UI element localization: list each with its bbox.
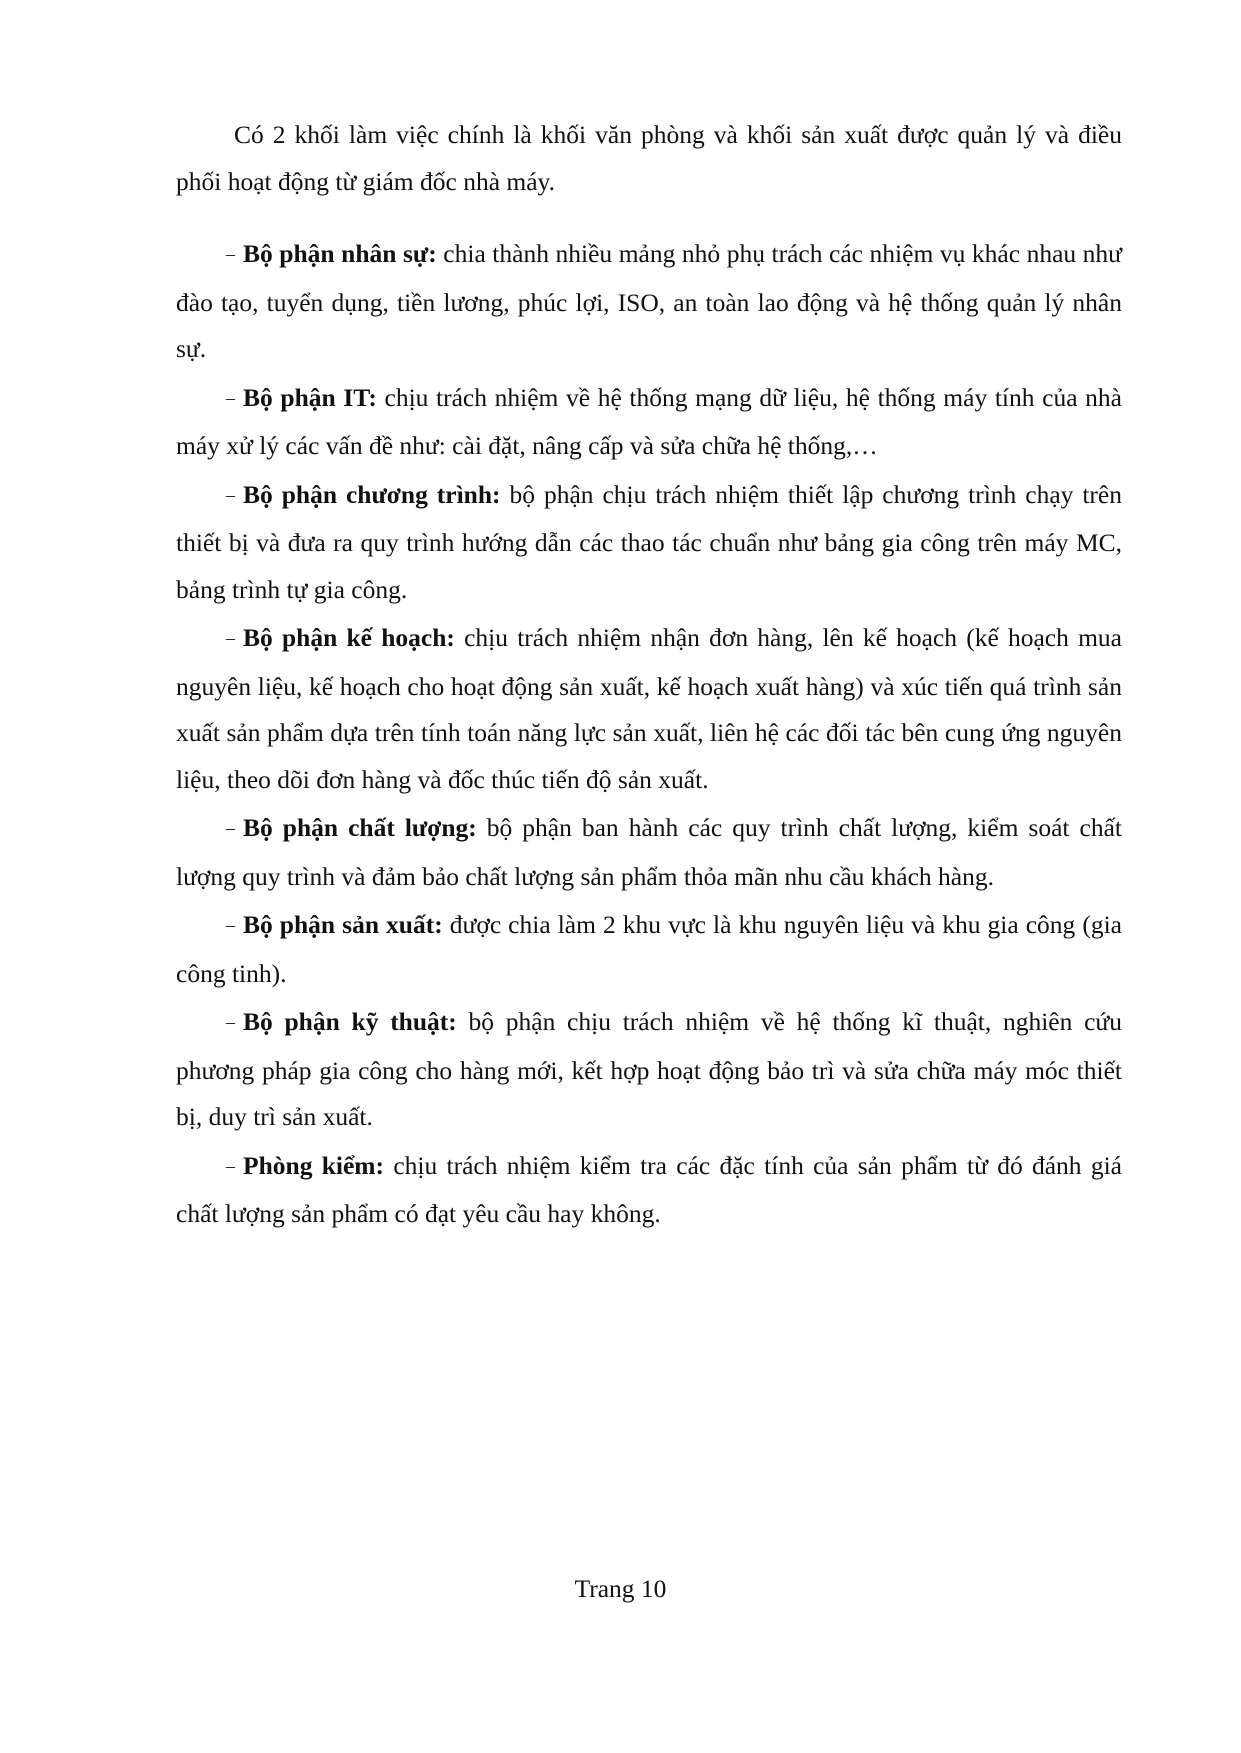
page-number: Trang 10 xyxy=(574,1574,667,1603)
dash-marker: – xyxy=(226,1012,235,1032)
dash-marker: – xyxy=(226,484,235,505)
item-term: Bộ phận IT: xyxy=(243,382,377,412)
item-term: Bộ phận kế hoạch: xyxy=(243,623,455,652)
dash-marker: – xyxy=(226,818,235,838)
item-text: bộ phận ban hành các quy trình chất lượng, kiểm soát chất lượng quy trình và đảm bảo chất lượng sản phẩm thỏa mãn nhu cầu khách hàng. xyxy=(176,813,1122,891)
list-item xyxy=(176,902,1122,997)
item-text: chịu trách nhiệm về hệ thống mạng dữ liệu, hệ thống máy tính của nhà máy xử lý các vấn đề như: cài đặt, nâng cấp và sửa chữa hệ thống,… xyxy=(176,382,1122,460)
item-term: Bộ phận chương trình: xyxy=(243,479,501,509)
item-text: được chia làm 2 khu vực là khu nguyên liệu và khu gia công (gia công tinh). xyxy=(176,910,1122,988)
dash-marker: – xyxy=(226,1155,235,1176)
dash-marker: – xyxy=(226,628,235,648)
item-text: chịu trách nhiệm nhận đơn hàng, lên kế hoạch (kế hoạch mua nguyên liệu, kế hoạch cho hoạt động sản xuất, kế hoạch xuất hàng) và xúc tiến quá trình sản xuất sản phẩm dựa trên tính toán năng lực sản xuất, liên hệ các đối tác bên cung ứng nguyên liệu, theo dõi đơn hàng và đốc thúc tiến độ sản xuất. xyxy=(176,623,1122,794)
list-item xyxy=(176,1143,1122,1238)
list-item xyxy=(176,375,1122,470)
item-text: bộ phận chịu trách nhiệm về hệ thống kĩ thuật, nghiên cứu phương pháp gia công cho hàng mới, kết hợp hoạt động bảo trì và sửa chữa máy móc thiết bị, duy trì sản xuất. xyxy=(176,1007,1122,1131)
item-term: Phòng kiểm: xyxy=(243,1150,385,1180)
dash-marker: – xyxy=(226,244,235,264)
list-item xyxy=(176,615,1122,803)
item-term: Bộ phận sản xuất: xyxy=(243,910,443,939)
list-item xyxy=(176,805,1122,900)
item-term: Bộ phận chất lượng: xyxy=(243,813,477,842)
intro-paragraph: Có 2 khối làm việc chính là khối văn phòng và khối sản xuất được quản lý và điều phối hoạt động từ giám đốc nhà máy. xyxy=(176,120,1122,196)
page-content xyxy=(176,112,1122,1240)
dash-marker: – xyxy=(226,387,235,408)
list-item xyxy=(176,999,1122,1141)
item-text: bộ phận chịu trách nhiệm thiết lập chương trình chạy trên thiết bị và đưa ra quy trình hướng dẫn các thao tác chuẩn như bảng gia công trên máy MC, bảng trình tự gia công. xyxy=(176,479,1122,604)
list-item xyxy=(176,472,1122,614)
item-term: Bộ phận kỹ thuật: xyxy=(243,1007,457,1036)
item-text: chịu trách nhiệm kiểm tra các đặc tính của sản phẩm từ đó đánh giá chất lượng sản phẩm có đạt yêu cầu hay không. xyxy=(176,1150,1122,1228)
list-item xyxy=(176,231,1122,373)
item-text: chia thành nhiều mảng nhỏ phụ trách các nhiệm vụ khác nhau như đào tạo, tuyển dụng, tiền lương, phúc lợi, ISO, an toàn lao động và hệ thống quản lý nhân sự. xyxy=(176,239,1123,363)
dash-marker: – xyxy=(226,915,235,935)
item-term: Bộ phận nhân sự: xyxy=(243,239,437,268)
